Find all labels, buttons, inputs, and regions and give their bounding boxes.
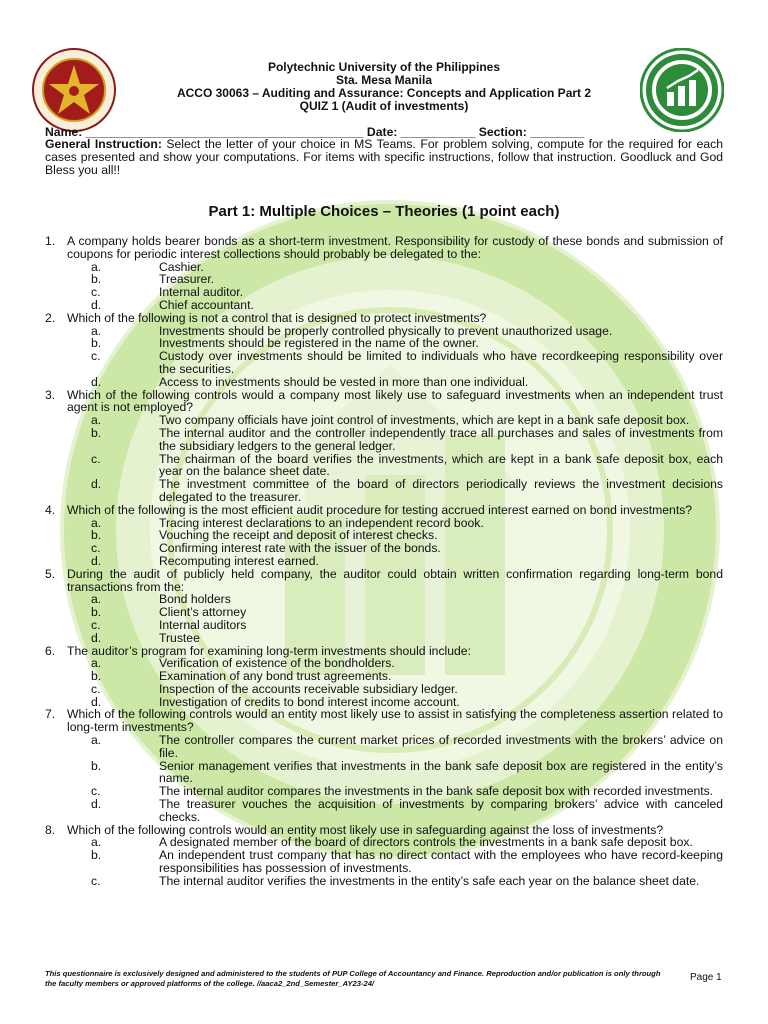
option-text: Client’s attorney	[159, 605, 247, 620]
option-text: Verification of existence of the bondholders.	[159, 656, 395, 671]
answer-option	[45, 632, 723, 645]
option-letter: a.	[91, 323, 102, 338]
course-title: ACCO 30063 – Auditing and Assurance: Concepts and Application Part 2	[176, 86, 592, 100]
option-letter: b.	[91, 272, 102, 287]
option-letter: a.	[91, 413, 102, 428]
question-text: Which of the following controls would an entity most likely use in safeguarding against the loss of investments?	[67, 822, 664, 837]
answer-option	[45, 261, 723, 274]
option-text: Inspection of the accounts receivable subsidiary ledger.	[159, 681, 458, 696]
answer-option	[45, 273, 723, 286]
question-number: 5.	[45, 566, 56, 581]
option-text: An independent trust company that has no direct contact with the employees who have record-keeping responsibilities has possession of investments.	[159, 848, 723, 876]
question-text: Which of the following controls would a company most likely use to safeguard investments when an independent trust agent is not employed?	[67, 387, 723, 415]
option-letter: a.	[91, 259, 102, 274]
option-letter: a.	[91, 733, 102, 748]
question-number: 6.	[45, 643, 56, 658]
answer-option	[45, 849, 723, 875]
option-text: Access to investments should be vested in more than one individual.	[159, 374, 529, 389]
option-letter: c.	[91, 681, 101, 696]
option-text: Internal auditors	[159, 617, 247, 632]
option-letter: d.	[91, 694, 102, 709]
page-number: Page 1	[690, 972, 722, 983]
answer-option	[45, 555, 723, 568]
answer-option	[45, 542, 723, 555]
option-text: Examination of any bond trust agreements.	[159, 669, 392, 684]
answer-option	[45, 427, 723, 453]
question-list	[45, 235, 723, 888]
question-item	[45, 504, 723, 517]
option-text: Investigation of credits to bond interest income account.	[159, 694, 460, 709]
question-number: 1.	[45, 234, 56, 248]
option-letter: d.	[91, 797, 102, 812]
answer-option	[45, 670, 723, 683]
question-number: 3.	[45, 387, 56, 402]
answer-option	[45, 593, 723, 606]
option-text: Investments should be registered in the name of the owner.	[159, 336, 479, 351]
answer-option	[45, 683, 723, 696]
option-text: The internal auditor and the controller independently trace all purchases and sales of investments from the subsidiary ledgers to the general ledger.	[159, 425, 723, 453]
question-text: A company holds bearer bonds as a short-term investment. Responsibility for custody of these bonds and submission of coupons for periodic interest collections should probably be delegated to the:	[67, 234, 723, 261]
option-text: The controller compares the current market prices of recorded investments with the brokers’ advice on file.	[159, 733, 723, 760]
option-letter: b.	[91, 669, 102, 684]
option-text: Custody over investments should be limited to individuals who have recordkeeping responsibility over the securities.	[159, 349, 723, 376]
option-letter: b.	[91, 848, 102, 863]
option-letter: c.	[91, 617, 101, 632]
option-letter: b.	[91, 336, 102, 351]
campus-name: Sta. Mesa Manila	[335, 73, 433, 87]
option-letter: c.	[91, 873, 101, 888]
option-letter: c.	[91, 784, 101, 799]
question-number: 7.	[45, 707, 56, 722]
option-text: The treasurer vouches the acquisition of investments by comparing brokers’ advice with canceled checks.	[159, 797, 723, 824]
option-letter: b.	[91, 425, 102, 440]
option-letter: d.	[91, 297, 102, 312]
option-text: The internal auditor verifies the investments in the entity’s safe each year on the balance sheet date.	[159, 873, 700, 888]
question-text: The auditor’s program for examining long-term investments should include:	[67, 643, 471, 658]
question-number: 4.	[45, 502, 56, 517]
answer-option	[45, 606, 723, 619]
question-text: During the audit of publicly held company, the auditor could obtain written confirmation regarding long-term bond transactions from the:	[67, 566, 723, 594]
question-item	[45, 708, 723, 734]
instruction-label: General Instruction:	[45, 137, 162, 151]
option-text: Two company officials have joint control of investments, which are kept in a bank safe deposit box.	[159, 413, 690, 428]
part-title: Part 1: Multiple Choices – Theories (1 point each)	[208, 203, 560, 220]
option-letter: c.	[91, 285, 101, 300]
option-text: Confirming interest rate with the issuer of the bonds.	[159, 541, 441, 556]
quiz-title: QUIZ 1 (Audit of investments)	[299, 99, 469, 113]
option-letter: b.	[91, 758, 102, 773]
option-text: Chief accountant.	[159, 297, 254, 312]
answer-option	[45, 798, 723, 824]
option-text: The chairman of the board verifies the investments, which are kept in a bank safe deposit box, each year on the balance sheet date.	[159, 451, 723, 479]
option-letter: d.	[91, 477, 102, 492]
answer-option	[45, 619, 723, 632]
option-letter: d.	[91, 553, 102, 568]
answer-option	[45, 478, 723, 504]
question-number: 8.	[45, 822, 56, 837]
option-letter: b.	[91, 605, 102, 620]
answer-option	[45, 875, 723, 888]
option-text: A designated member of the board of directors controls the investments in a bank safe deposit box.	[159, 835, 693, 850]
option-letter: a.	[91, 656, 102, 671]
option-text: Tracing interest declarations to an independent record book.	[159, 515, 484, 530]
footer-disclaimer: This questionnaire is exclusively designed and administered to the students of PUP College of Accountancy and Finance. Reproduction and/or publication is only through the faculty members or approved platforms of the college. //aaca2_2nd_Semester_AY23-24/	[45, 969, 661, 988]
option-text: Bond holders	[159, 592, 231, 607]
option-letter: c.	[91, 451, 101, 466]
general-instruction	[45, 138, 723, 177]
option-letter: c.	[91, 541, 101, 556]
option-letter: a.	[91, 515, 102, 530]
answer-option	[45, 299, 723, 312]
answer-option	[45, 350, 723, 376]
question-text: Which of the following is the most efficient audit procedure for testing accrued interest earned on bond investments?	[67, 502, 693, 517]
option-text: Recomputing interest earned.	[159, 553, 319, 568]
option-text: Senior management verifies that investments in the bank safe deposit box are registered in the entity’s name.	[159, 758, 723, 786]
option-letter: a.	[91, 835, 102, 850]
answer-option	[45, 734, 723, 760]
instruction-text: Select the letter of your choice in MS Teams. For problem solving, compute for the required for each cases presented and show your computations. For items with specific instructions, follow that instruction. Goodluck and God Bless you all!!	[45, 137, 723, 177]
option-text: Internal auditor.	[159, 285, 244, 300]
option-letter: c.	[91, 349, 101, 364]
option-text: The investment committee of the board of directors periodically reviews the investment decisions delegated to the treasurer.	[159, 477, 723, 504]
option-text: Cashier.	[159, 259, 204, 274]
question-text: Which of the following is not a control that is designed to protect investments?	[67, 310, 487, 325]
option-text: Investments should be properly controlled physically to prevent unauthorized usage.	[159, 323, 613, 338]
option-text: Treasurer.	[159, 272, 215, 287]
option-letter: d.	[91, 374, 102, 389]
option-text: The internal auditor compares the investments in the bank safe deposit box with recorded investments.	[159, 784, 714, 799]
question-item	[45, 389, 723, 415]
answer-option	[45, 453, 723, 479]
option-letter: a.	[91, 592, 102, 607]
option-letter: d.	[91, 630, 102, 645]
answer-option	[45, 286, 723, 299]
question-item	[45, 235, 723, 261]
question-item	[45, 568, 723, 594]
option-letter: b.	[91, 528, 102, 543]
answer-option	[45, 376, 723, 389]
question-text: Which of the following controls would an entity most likely use to assist in satisfying the completeness assertion related to long-term investments?	[67, 707, 723, 735]
question-item	[45, 312, 723, 325]
answer-option	[45, 760, 723, 786]
option-text: Vouching the receipt and deposit of interest checks.	[159, 528, 438, 543]
university-name: Polytechnic University of the Philippines	[267, 60, 501, 74]
question-number: 2.	[45, 310, 56, 325]
name-date-section-line: Name: _________________________________________ Date: ___________ Section: ________	[45, 125, 585, 139]
option-text: Trustee	[159, 630, 200, 645]
